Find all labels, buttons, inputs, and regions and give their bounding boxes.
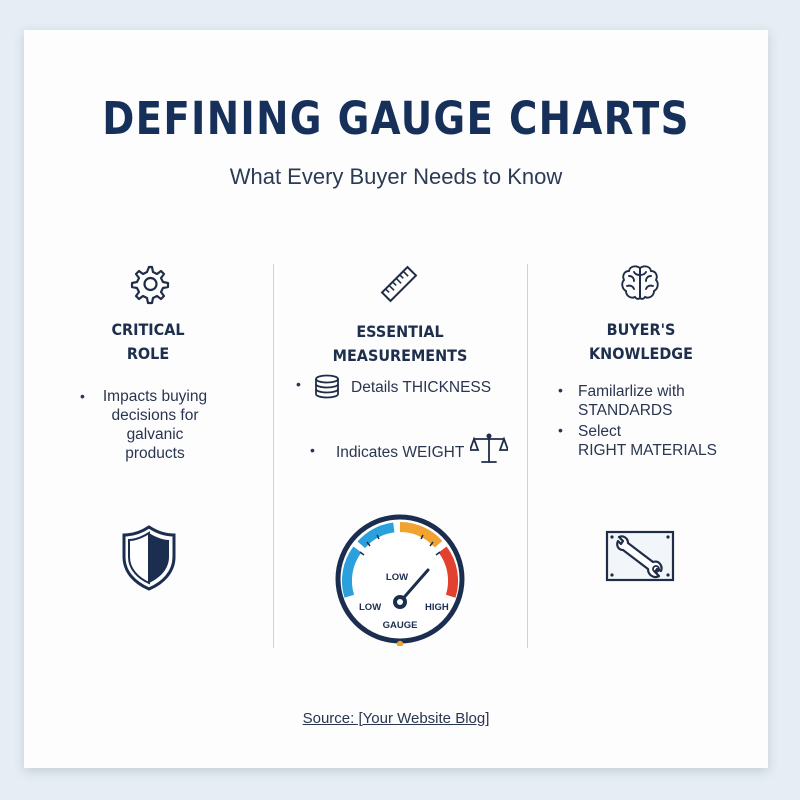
bullet-impacts — [80, 387, 230, 463]
bullet-dot: • — [558, 382, 563, 398]
bullet-line: STANDARDS — [578, 402, 673, 419]
column-divider-1 — [273, 264, 274, 648]
page-title: DEFINING GAUGE CHARTS — [102, 92, 690, 145]
bullet-standards — [578, 382, 685, 420]
bullet-line: Select — [578, 423, 622, 440]
title-line: CRITICAL — [111, 320, 185, 339]
column-title-essential-measurements — [290, 320, 510, 368]
gear-icon — [128, 263, 170, 305]
bullet-line: Impacts buying — [102, 388, 208, 405]
gauge-label-right: HIGH — [425, 602, 449, 613]
title-line: BUYER'S — [606, 320, 676, 339]
ruler-icon — [380, 265, 418, 303]
column-divider-2 — [527, 264, 528, 648]
infographic-card — [24, 30, 768, 768]
title-line: KNOWLEDGE — [589, 344, 693, 363]
bullet-weight: Indicates WEIGHT — [336, 444, 465, 461]
coins-stack-icon — [313, 374, 341, 400]
balance-scale-icon — [470, 432, 508, 466]
bullet-dot: • — [80, 388, 85, 404]
gauge-label-top: LOW — [385, 572, 409, 583]
wrench-plate-icon — [604, 529, 676, 583]
bullet-line: Familarlize with — [578, 383, 685, 400]
bullet-thickness: Details THICKNESS — [351, 379, 492, 396]
shield-icon — [120, 524, 178, 592]
title-line: ESSENTIAL MEASUREMENTS — [332, 322, 468, 365]
page-subtitle: What Every Buyer Needs to Know — [229, 164, 563, 189]
bullet-dot: • — [310, 442, 315, 458]
source-link[interactable]: Source: [Your Website Blog] — [302, 710, 490, 727]
column-title-buyers-knowledge — [578, 318, 704, 366]
title-line: ROLE — [126, 344, 170, 363]
bullet-dot: • — [296, 376, 301, 392]
bullet-line: galvanic — [126, 426, 184, 443]
gauge-label-center: GAUGE — [382, 620, 418, 631]
bullet-dot: • — [558, 422, 563, 438]
gauge-icon — [333, 512, 467, 646]
column-title-critical-role — [85, 318, 211, 366]
bullet-line: decisions for — [111, 407, 199, 424]
gauge-label-left: LOW — [359, 602, 382, 613]
bullet-line: RIGHT MATERIALS — [578, 442, 717, 459]
bullet-line: products — [125, 445, 185, 462]
brain-icon — [620, 264, 660, 302]
bullet-materials — [578, 422, 717, 460]
